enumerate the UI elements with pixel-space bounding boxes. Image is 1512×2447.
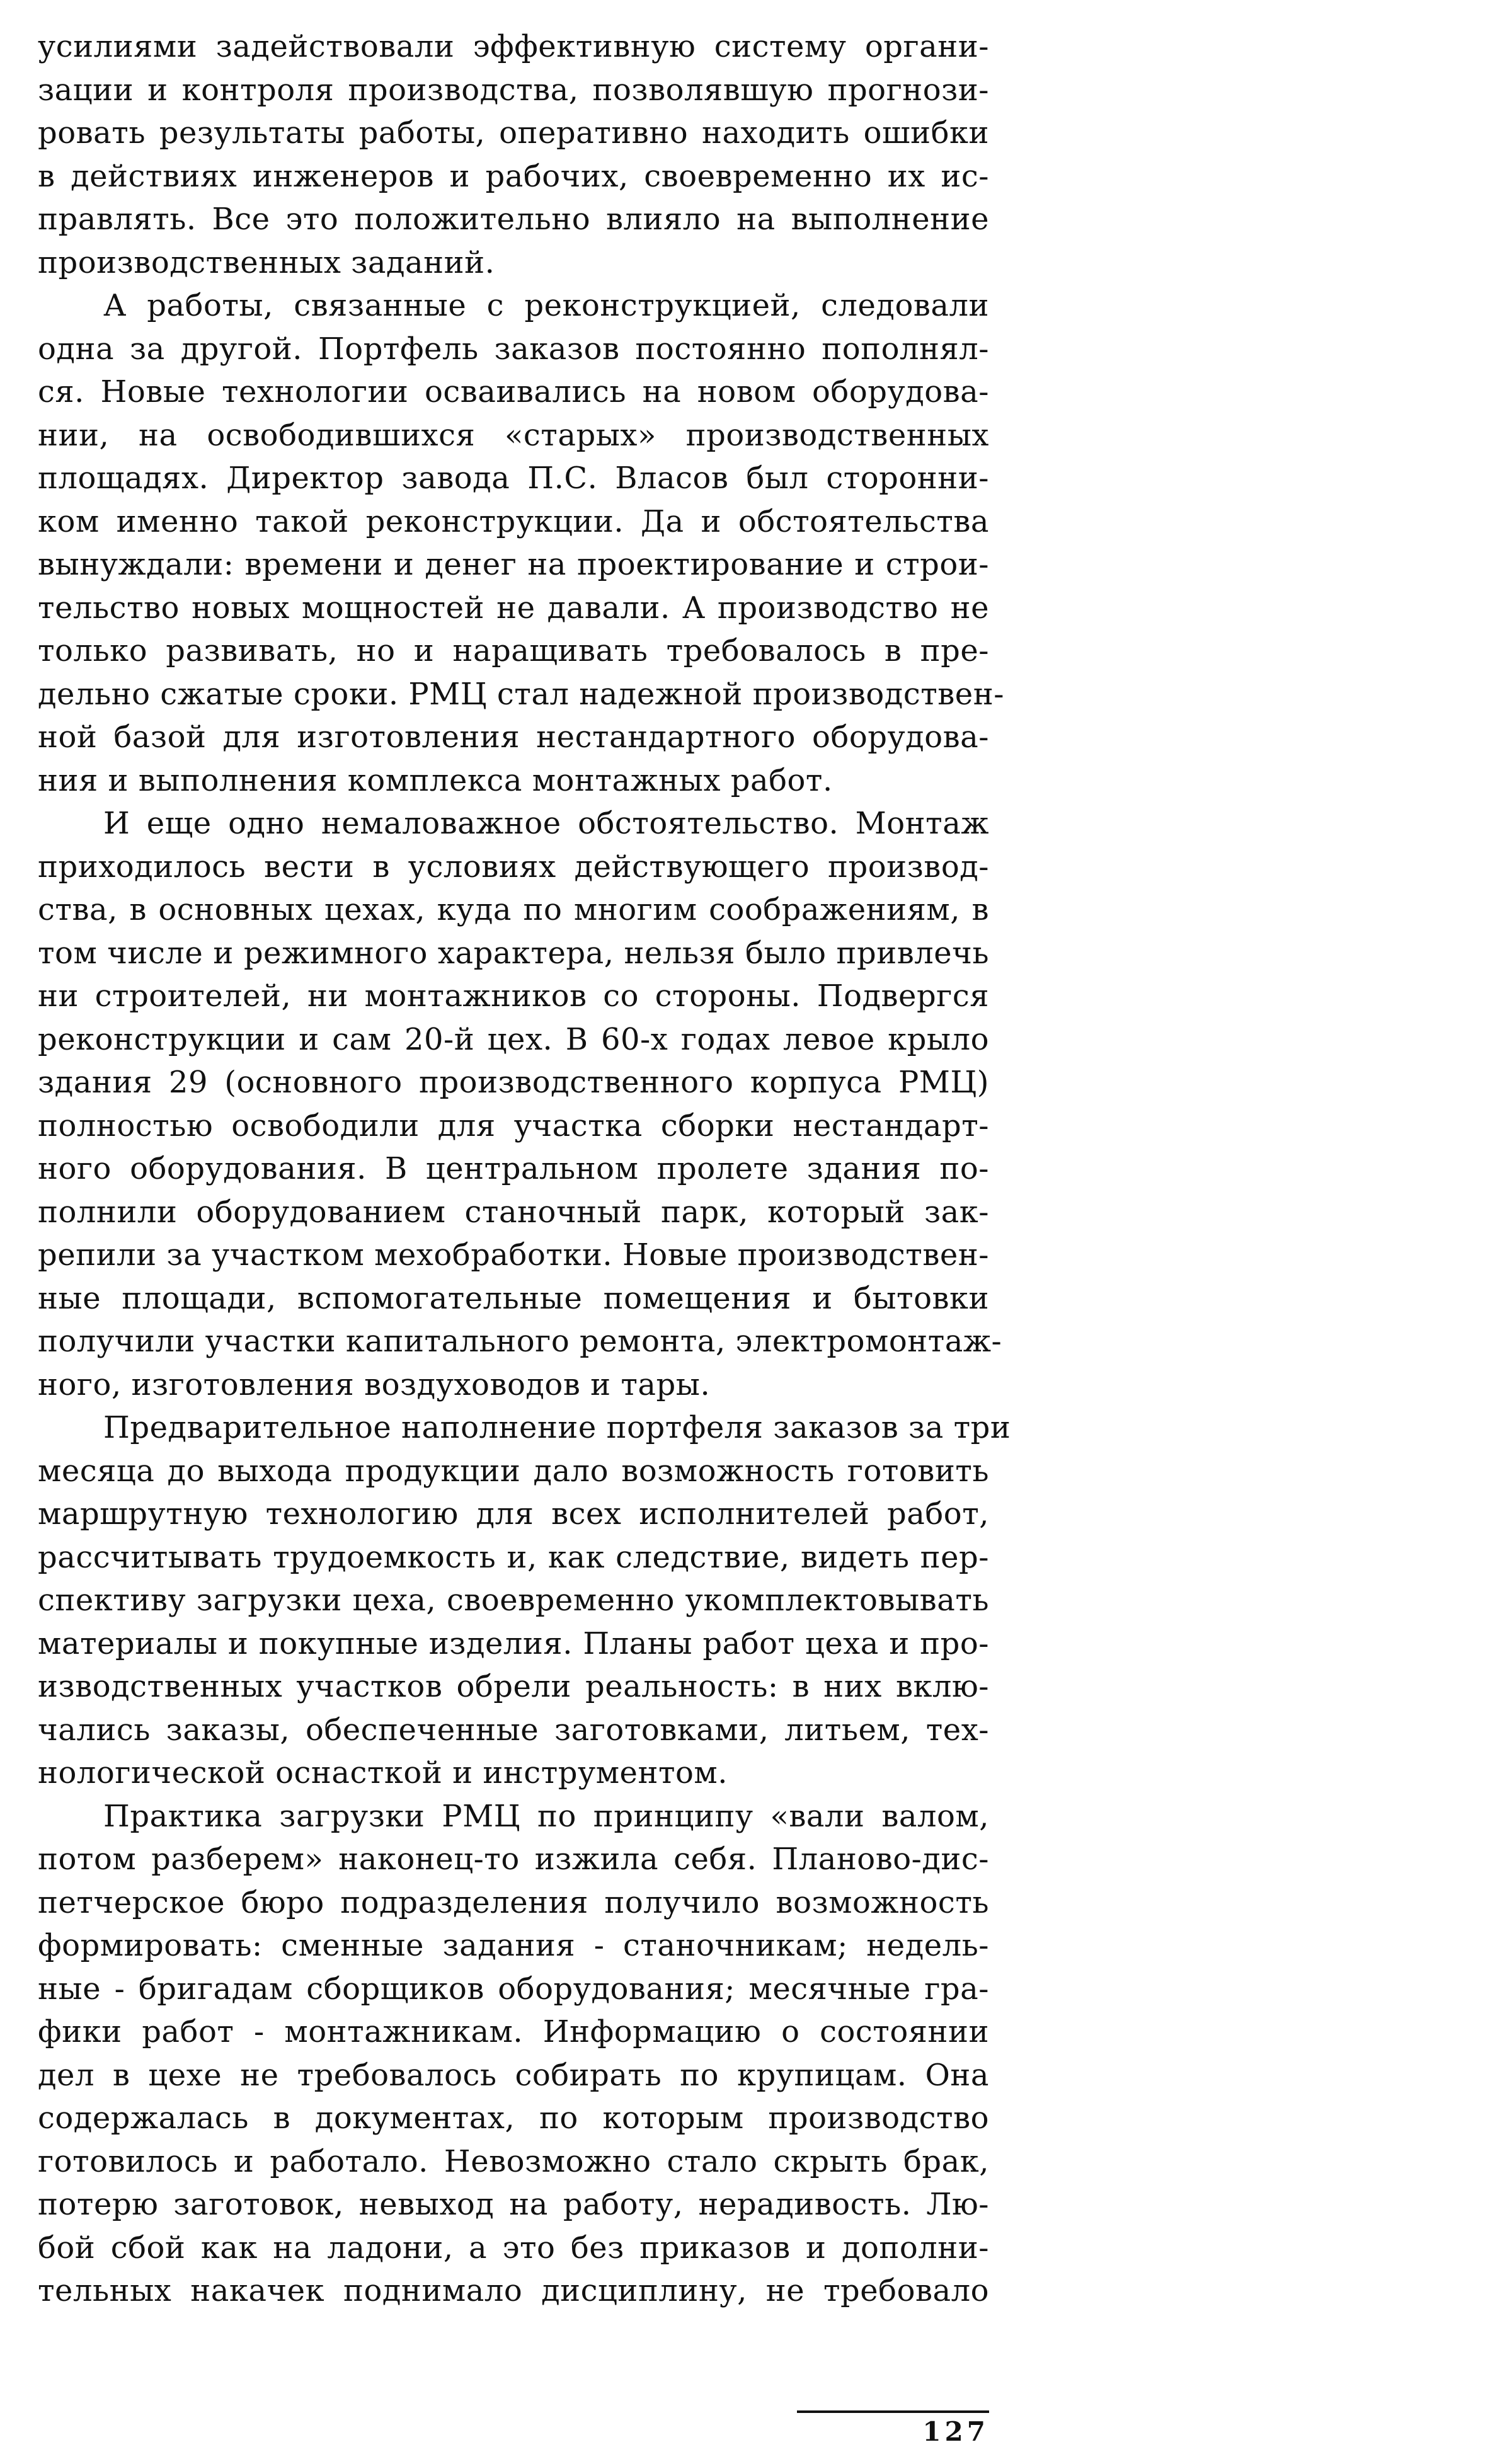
text-line: чались заказы, обеспеченные заготовками, литьем, тех- [38, 1712, 989, 1748]
text-line: ния и выполнения комплекса монтажных работ. [38, 762, 833, 798]
text-line: одна за другой. Портфель заказов постоянно пополнял- [38, 331, 989, 367]
text-line: ровать результаты работы, оперативно находить ошибки [38, 115, 989, 151]
text-line: в действиях инженеров и рабочих, своевременно их ис- [38, 158, 989, 194]
text-line: месяца до выхода продукции дало возможность готовить [38, 1453, 989, 1489]
text-line: готовилось и работало. Невозможно стало скрыть брак, [38, 2143, 989, 2179]
text-line: приходилось вести в условиях действующего производ- [38, 849, 989, 885]
text-line: здания 29 (основного производственного корпуса РМЦ) [38, 1065, 989, 1100]
text-line: получили участки капитального ремонта, электромонтаж- [38, 1324, 1002, 1359]
text-line: фики работ - монтажникам. Информацию о состоянии [38, 2014, 989, 2049]
text-line: тельных накачек поднимало дисциплину, не требовало [38, 2273, 989, 2308]
paragraph-2 [38, 284, 1004, 802]
text-line: содержалась в документах, по которым производство [38, 2100, 989, 2136]
text-line: ной базой для изготовления нестандартного оборудова- [38, 719, 989, 755]
paragraph-3 [38, 802, 1002, 1406]
text-line: усилиями задействовали эффективную систему органи- [38, 29, 989, 64]
body-text [38, 25, 1011, 2313]
text-line: производственных заданий. [38, 244, 495, 280]
text-line: ного, изготовления воздуховодов и тары. [38, 1367, 711, 1402]
text-line: ком именно такой реконструкции. Да и обстоятельства [38, 503, 989, 539]
text-line: бой сбой как на ладони, а это без приказов и дополни- [38, 2230, 989, 2266]
text-line: изводственных участков обрели реальность: в них вклю- [38, 1669, 989, 1704]
text-line: только развивать, но и наращивать требовалось в пре- [38, 633, 989, 668]
text-line: вынуждали: времени и денег на проектирование и строи- [38, 547, 989, 582]
text-line: спективу загрузки цеха, своевременно укомплектовывать [38, 1583, 989, 1618]
text-line: ни строителей, ни монтажников со стороны. Подвергся [38, 978, 989, 1014]
paragraph-5 [38, 1795, 989, 2313]
text-line: ся. Новые технологии осваивались на новом оборудова- [38, 374, 989, 410]
text-line: ные площади, вспомогательные помещения и бытовки [38, 1280, 989, 1316]
text-line: ные - бригадам сборщиков оборудования; месячные гра- [38, 1971, 989, 2007]
text-line: полнили оборудованием станочный парк, который зак- [38, 1194, 989, 1230]
text-line: формировать: сменные задания - станочникам; недель- [38, 1928, 989, 1963]
text-line: потом разберем» наконец-то изжила себя. Планово-дис- [38, 1842, 989, 1877]
text-line: полностью освободили для участка сборки нестандарт- [38, 1108, 989, 1143]
paragraph-4 [38, 1406, 1011, 1795]
text-line: А работы, связанные с реконструкцией, следовали [103, 288, 989, 323]
text-line: Практика загрузки РМЦ по принципу «вали валом, [103, 1798, 989, 1834]
text-line: Предварительное наполнение портфеля заказов за три [103, 1410, 1011, 1445]
text-line: нии, на освободившихся «старых» производственных [38, 417, 989, 453]
text-line: реконструкции и сам 20-й цех. В 60-х годах левое крыло [38, 1021, 989, 1057]
text-line: маршрутную технологию для всех исполнителей работ, [38, 1496, 989, 1532]
text-line: потерю заготовок, невыход на работу, нерадивость. Лю- [38, 2187, 989, 2222]
text-line: петчерское бюро подразделения получило возможность [38, 1884, 989, 1920]
page-number: 127 [922, 2416, 989, 2447]
paragraph-1 [38, 25, 989, 284]
text-line: нологической оснасткой и инструментом. [38, 1755, 728, 1791]
text-line: том числе и режимного характера, нельзя было привлечь [38, 935, 989, 971]
text-line: тельство новых мощностей не давали. А производство не [38, 590, 989, 626]
text-line: правлять. Все это положительно влияло на выполнение [38, 202, 989, 237]
text-line: материалы и покупные изделия. Планы работ цеха и про- [38, 1625, 989, 1661]
text-line: дельно сжатые сроки. РМЦ стал надежной производствен- [38, 676, 1004, 712]
text-line: И еще одно немаловажное обстоятельство. Монтаж [103, 806, 989, 841]
text-line: зации и контроля производства, позволявшую прогнози- [38, 72, 989, 108]
text-line: дел в цехе не требовалось собирать по крупицам. Она [38, 2057, 989, 2093]
text-line: рассчитывать трудоемкость и, как следствие, видеть пер- [38, 1539, 989, 1575]
text-line: ства, в основных цехах, куда по многим соображениям, в [38, 892, 989, 927]
text-line: репили за участком мехобработки. Новые производствен- [38, 1237, 989, 1273]
text-line: площадях. Директор завода П.С. Власов был сторонни- [38, 461, 989, 496]
footer-divider [797, 2410, 989, 2413]
text-line: ного оборудования. В центральном пролете здания по- [38, 1151, 989, 1186]
